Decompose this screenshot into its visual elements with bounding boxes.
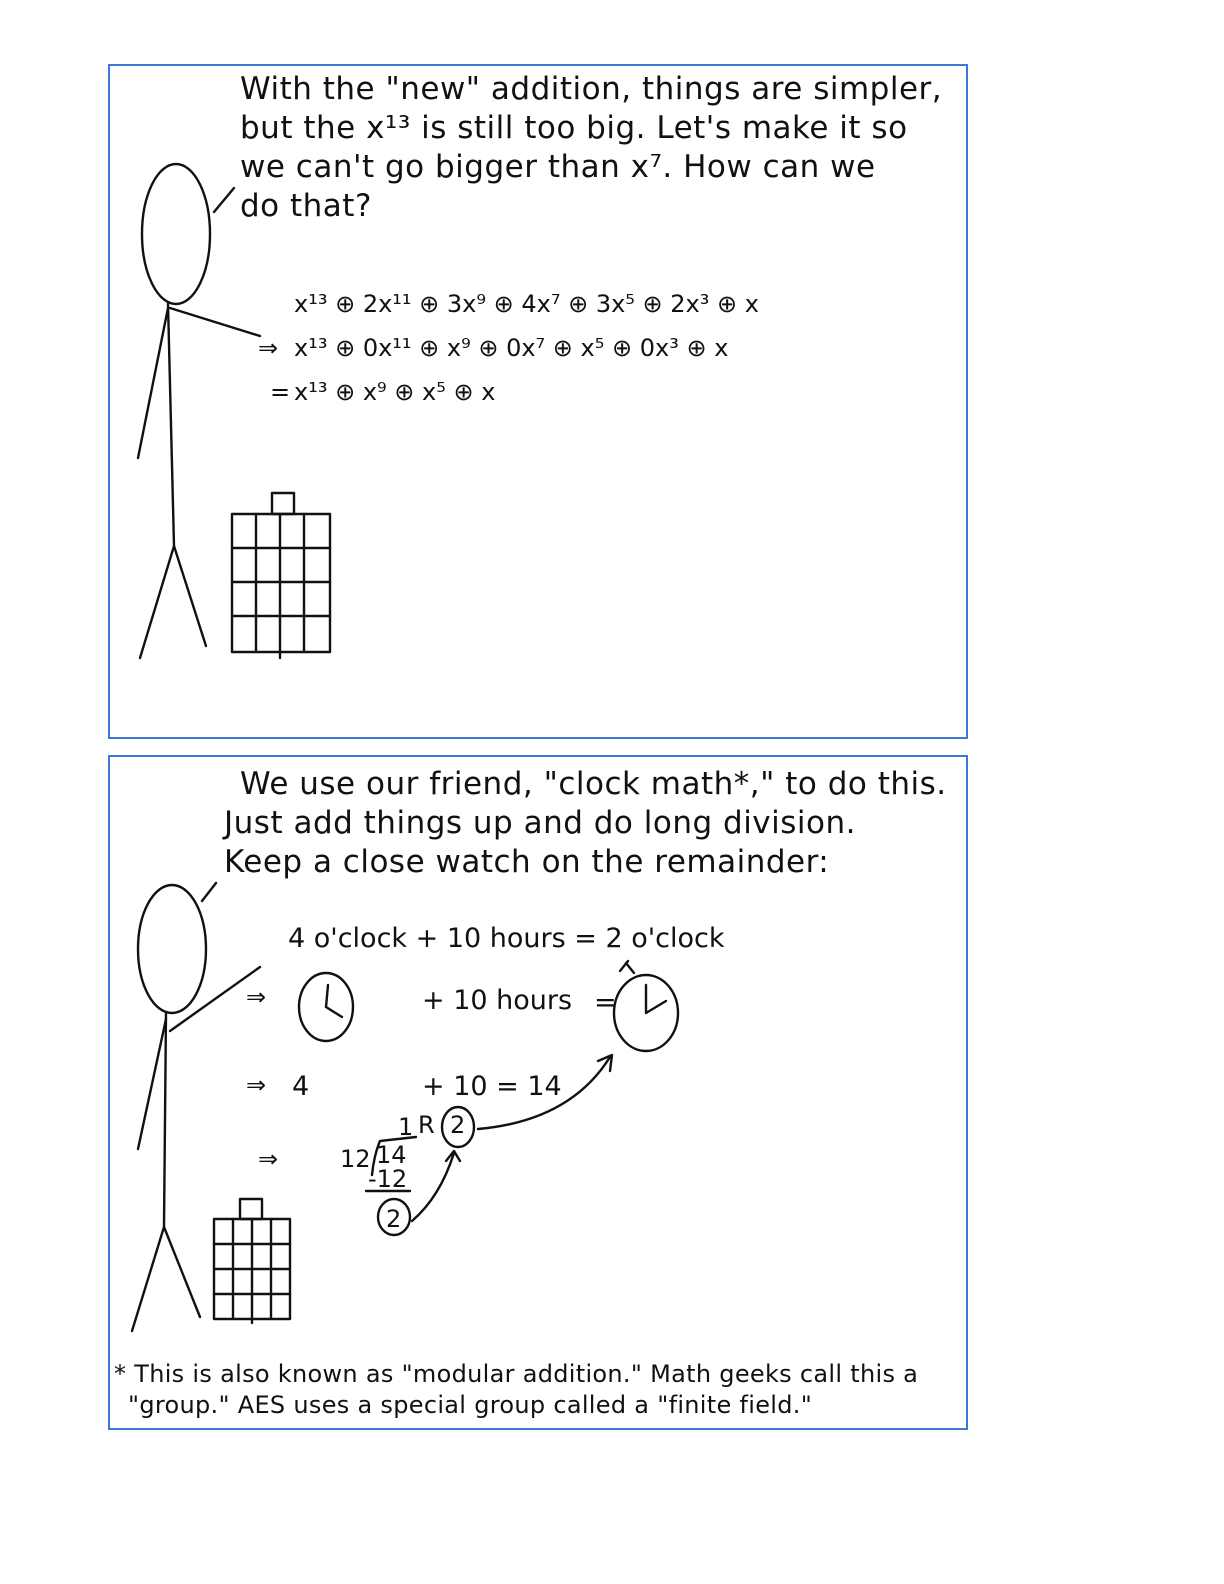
row-3-sum: + 10 = 14: [422, 1071, 562, 1102]
clock-two-icon: [614, 961, 678, 1051]
plus-ten-hours: + 10 hours: [422, 985, 573, 1016]
panel1-caption-line-3: we can't go bigger than x⁷. How can we: [240, 149, 876, 185]
panel2-caption-line-3: Keep a close watch on the remainder:: [224, 844, 830, 880]
polynomial-line-2: x¹³ ⊕ 0x¹¹ ⊕ x⁹ ⊕ 0x⁷ ⊕ x⁵ ⊕ 0x³ ⊕ x: [294, 334, 729, 362]
division-dividend: 14: [376, 1141, 407, 1169]
division-quotient: 1: [398, 1113, 414, 1141]
polynomial-line-1: x¹³ ⊕ 2x¹¹ ⊕ 3x⁹ ⊕ 4x⁷ ⊕ 3x⁵ ⊕ 2x³ ⊕ x: [294, 290, 759, 318]
row-2-equals: =: [594, 987, 617, 1018]
stick-figure-legs: [132, 1227, 200, 1331]
implies-arrow-row-2: ⇒: [246, 983, 267, 1011]
stick-figure-body: [168, 304, 174, 546]
division-r-label: R: [418, 1111, 435, 1139]
implies-arrow: ⇒: [258, 334, 279, 362]
stick-figure-body: [164, 1013, 166, 1227]
comic-panel-1: [108, 64, 968, 739]
polynomial-line-3: x¹³ ⊕ x⁹ ⊕ x⁵ ⊕ x: [294, 378, 496, 406]
speech-tick: [214, 188, 234, 212]
division-bracket: [372, 1137, 416, 1175]
footnote-line-1: * This is also known as "modular addition." Math geeks call this a: [114, 1360, 919, 1388]
stick-figure-legs: [140, 546, 206, 658]
panel1-caption-line-2: but the x¹³ is still too big. Let's make it so: [240, 110, 908, 146]
panel1-drawing: [110, 66, 968, 739]
stick-figure-arm-raised: [170, 967, 260, 1031]
panel2-drawing: [110, 757, 968, 1430]
panel2-caption-line-2: Just add things up and do long division.: [224, 805, 856, 841]
stick-figure-arm-pointing: [170, 308, 260, 336]
clock-four-icon: [299, 973, 353, 1041]
division-result: 2: [386, 1205, 402, 1233]
equals-sign: =: [270, 378, 291, 406]
result-circle: [378, 1199, 410, 1235]
division-subtract: -12: [368, 1165, 408, 1193]
result-to-remainder-arrow: [412, 1151, 460, 1221]
stick-figure-arm-down: [138, 1019, 166, 1149]
aes-block-grid-icon: [232, 493, 330, 658]
remainder-circle: [442, 1107, 474, 1147]
stick-figure-arm-down: [138, 308, 168, 458]
speech-tick: [202, 883, 216, 901]
remainder-to-clock-arrow: [478, 1055, 612, 1129]
panel1-caption-line-1: With the "new" addition, things are simpler,: [240, 71, 943, 107]
stick-figure-head: [142, 164, 210, 304]
implies-arrow-row-3: ⇒: [246, 1071, 267, 1099]
division-remainder: 2: [450, 1111, 466, 1139]
footnote-line-2: "group." AES uses a special group called a "finite field.": [128, 1391, 813, 1419]
panel1-caption-line-4: do that?: [240, 188, 372, 224]
panel2-caption-line-1: We use our friend, "clock math*," to do this.: [240, 766, 947, 802]
row-3-four: 4: [292, 1071, 310, 1102]
clock-equation: 4 o'clock + 10 hours = 2 o'clock: [288, 923, 725, 954]
stick-figure-head: [138, 885, 206, 1013]
comic-panel-2: [108, 755, 968, 1430]
division-divisor: 12: [340, 1145, 371, 1173]
implies-arrow-row-4: ⇒: [258, 1145, 279, 1173]
aes-block-grid-icon: [214, 1199, 290, 1323]
